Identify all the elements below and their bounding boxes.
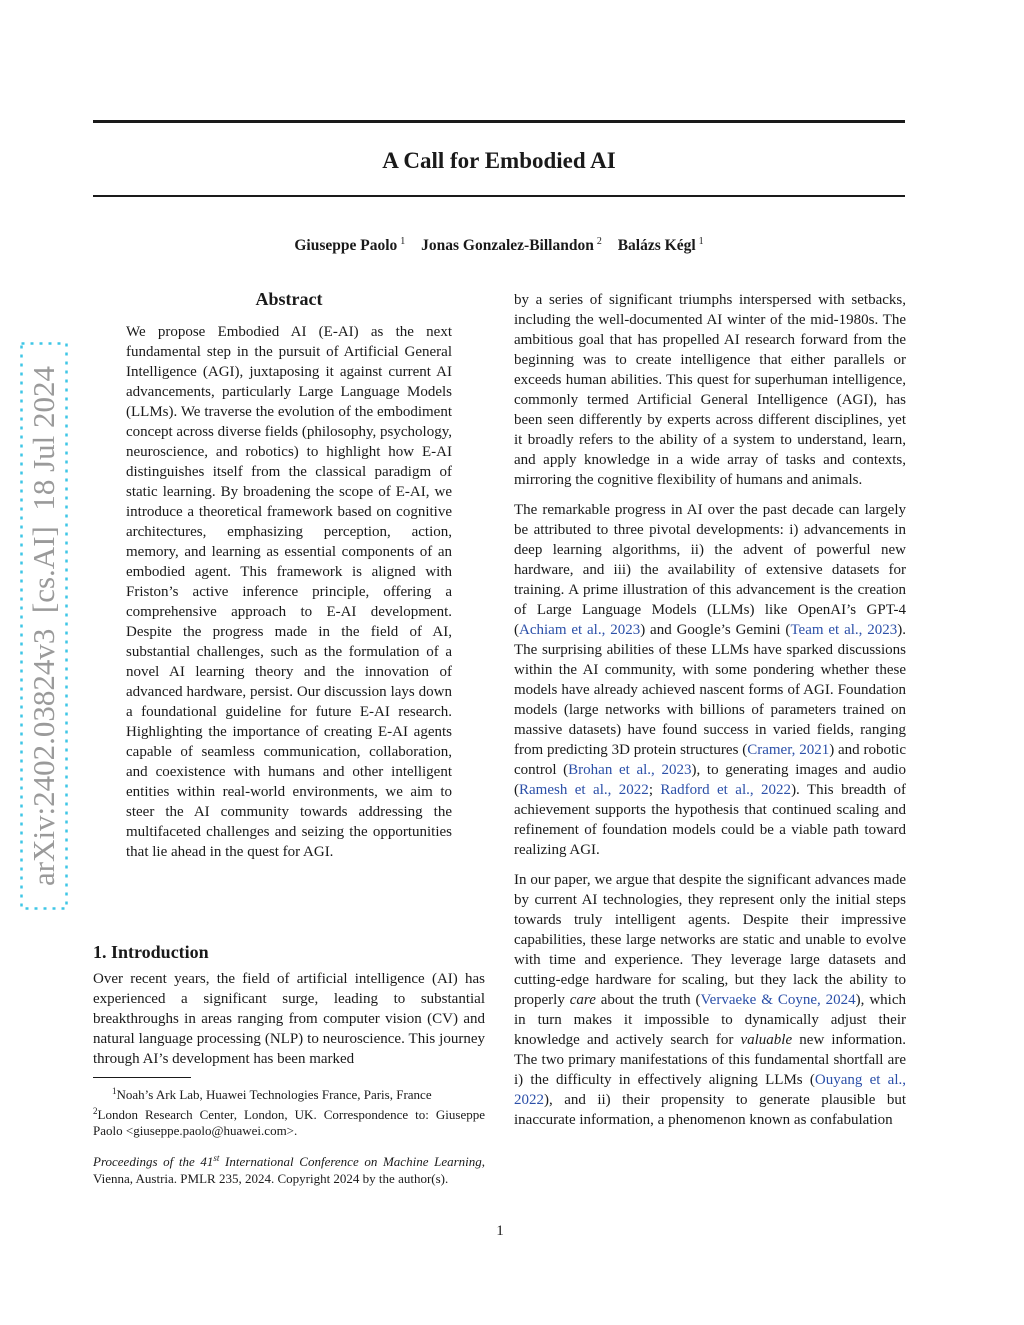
footnotes (93, 1083, 485, 1139)
arxiv-id-text: arXiv:2402.03824v3 [cs.AI] 18 Jul 2024 (26, 365, 61, 887)
citation-link[interactable]: Cramer, 2021 (747, 742, 830, 758)
text-span: ; (648, 782, 661, 798)
citation-link[interactable]: Ramesh et al., 2022 (519, 782, 649, 798)
text-span: ). This breadth of achievement supports the hypothesis that continued scaling and refinement of foundation models could be a viable path toward realizing AGI. (514, 782, 906, 858)
text-span: In our paper, we argue that despite the significant advances made by current AI technologies, they represent only the initial steps towards truly intelligent agents. Despite their impressive capabilities, these large networks are static and unable to evolve with time and experience. They leverage large datasets and cutting-edge hardware for scaling, but they lack the ability to properly (514, 872, 906, 1008)
text-span: ), to generating images and audio ( (514, 762, 907, 798)
text-span: The remarkable progress in AI over the past decade can largely be attributed to three pivotal developments: i) advancements in deep learning algorithms, ii) the advent of powerful new hardware, and iii) the availability of extensive datasets for training. A prime illustration of this advancement is the creation of Large Language Models (LLMs) like OpenAI’s GPT-4 ( (514, 502, 906, 638)
introduction-text: Over recent years, the field of artificial intelligence (AI) has experienced a significant surge, leading to substantial breakthroughs in areas ranging from computer vision (CV) and natural language processing (NLP) to neuroscience. This journey through AI’s development has been marked (93, 971, 485, 1067)
citation-link[interactable]: Brohan et al., 2023 (568, 762, 692, 778)
affiliation-mark: 1 (698, 236, 704, 247)
emphasis-text: valuable (740, 1032, 793, 1048)
author-name: Balázs Kégl (617, 237, 696, 254)
author-list (93, 232, 905, 256)
footnote-mark: 1 (112, 1086, 117, 1096)
proceedings-ordinal-suffix: st (213, 1153, 220, 1163)
paragraph-3 (514, 870, 906, 1130)
paragraph-2 (514, 500, 906, 860)
footnote-1 (93, 1083, 485, 1103)
footnote-text: London Research Center, London, UK. Correspondence to: Giuseppe Paolo <giuseppe.paolo@huawei.com>. (93, 1107, 485, 1138)
text-span: ) and Google’s Gemini ( (640, 622, 791, 638)
affiliation-mark: 1 (400, 236, 406, 247)
arxiv-stamp[interactable] (20, 342, 68, 910)
abstract-heading: Abstract (255, 289, 323, 309)
author-2 (421, 237, 602, 254)
affiliation-mark: 2 (596, 236, 602, 247)
title-bottom-rule (93, 195, 905, 197)
text-span: ), and ii) their propensity to generate plausible but inaccurate information, a phenomenon known as confabulation (514, 1092, 906, 1128)
text-span: about the truth ( (595, 992, 701, 1008)
author-name: Jonas Gonzalez-Billandon (421, 237, 594, 254)
proceedings-ordinal-number: 41 (200, 1154, 214, 1169)
citation-link[interactable]: Vervaeke & Coyne, 2024 (700, 992, 856, 1008)
right-column (514, 290, 906, 1140)
proceedings-part1: Proceedings of the (93, 1154, 195, 1169)
footnote-text: Noah’s Ark Lab, Huawei Technologies France, Paris, France (116, 1087, 432, 1102)
paragraph-1: by a series of significant triumphs interspersed with setbacks, including the well-documented AI winter of the mid-1980s. The ambitious goal that has propelled AI research forward from the beginning was to create intelligence that either parallels or exceeds human abilities. This quest for superhuman intelligence, commonly termed Artificial General Intelligence (AGI), has been seen differently by experts across different disciplines, yet it broadly refers to the ability of a system to understand, learn, and apply knowledge in a wide array of tasks and contexts, mirroring the cognitive flexibility of humans and animals. (514, 292, 906, 488)
footnote-rule (93, 1077, 191, 1078)
introduction-heading: 1. Introduction (93, 942, 209, 962)
proceedings-part3: , Vienna, Austria. PMLR 235, 2024. Copyright 2024 by the author(s). (93, 1154, 486, 1186)
proceedings-part2: International Conference on Machine Learning (225, 1154, 482, 1169)
citation-link[interactable]: Ouyang et al., 2022 (514, 1072, 906, 1108)
emphasis-text: care (569, 992, 596, 1008)
proceedings-note (93, 1150, 485, 1187)
author-3 (618, 237, 704, 254)
citation-link[interactable]: Team et al., 2023 (790, 622, 898, 638)
text-span: new information. The two primary manifestations of this fundamental shortfall are i) the difficulty in effectively aligning LLMs ( (514, 1032, 906, 1088)
abstract-text: We propose Embodied AI (E-AI) as the next fundamental step in the pursuit of Artificial General Intelligence (AGI), juxtaposing it against current AI advancements, particularly Large Language Models (LLMs). We traverse the evolution of the embodiment concept across diverse fields (philosophy, psychology, neuroscience, and robotics) to highlight how E-AI distinguishes itself from the classical paradigm of static learning. By broadening the scope of E-AI, we introduce a theoretical framework based on cognitive architectures, emphasizing perception, action, memory, and learning as essential components of an embodied agent. This framework is aligned with Friston’s active inference principle, offering a comprehensive approach to E-AI development. Despite the progress made in the field of AI, substantial challenges, such as the formulation of a novel AI learning theory and the innovation of advanced hardware, persist. Our discussion lays down a foundational guideline for future E-AI research. Highlighting the importance of creating E-AI agents capable of seamless communication, collaboration, and coexistence with humans and other intelligent entities within real-world environments, we aim to steer the AI community towards addressing the multifaceted challenges and seizing the opportunities that lie ahead in the quest for AGI. (126, 324, 452, 860)
footnote-2 (93, 1103, 485, 1139)
page-number: 1 (496, 1223, 504, 1239)
title-top-rule (93, 120, 905, 123)
text-span: ), which in turn makes it impossible to dynamically adjust their knowledge and actively search for (514, 992, 906, 1048)
footnote-mark: 2 (93, 1106, 98, 1116)
author-1 (294, 237, 405, 254)
citation-link[interactable]: Achiam et al., 2023 (519, 622, 641, 638)
paper-title: A Call for Embodied AI (382, 148, 616, 173)
text-span: ) and robotic control ( (514, 742, 906, 778)
text-span: ). The surprising abilities of these LLMs have sparked discussions within the AI community, with some pondering whether these models have already achieved nascent forms of AGI. Foundation models (large networks with billions of parameters trained on massive datasets) have found success in varied fields, ranging from predicting 3D protein structures ( (514, 622, 907, 758)
citation-link[interactable]: Radford et al., 2022 (660, 782, 792, 798)
author-name: Giuseppe Paolo (294, 237, 398, 254)
